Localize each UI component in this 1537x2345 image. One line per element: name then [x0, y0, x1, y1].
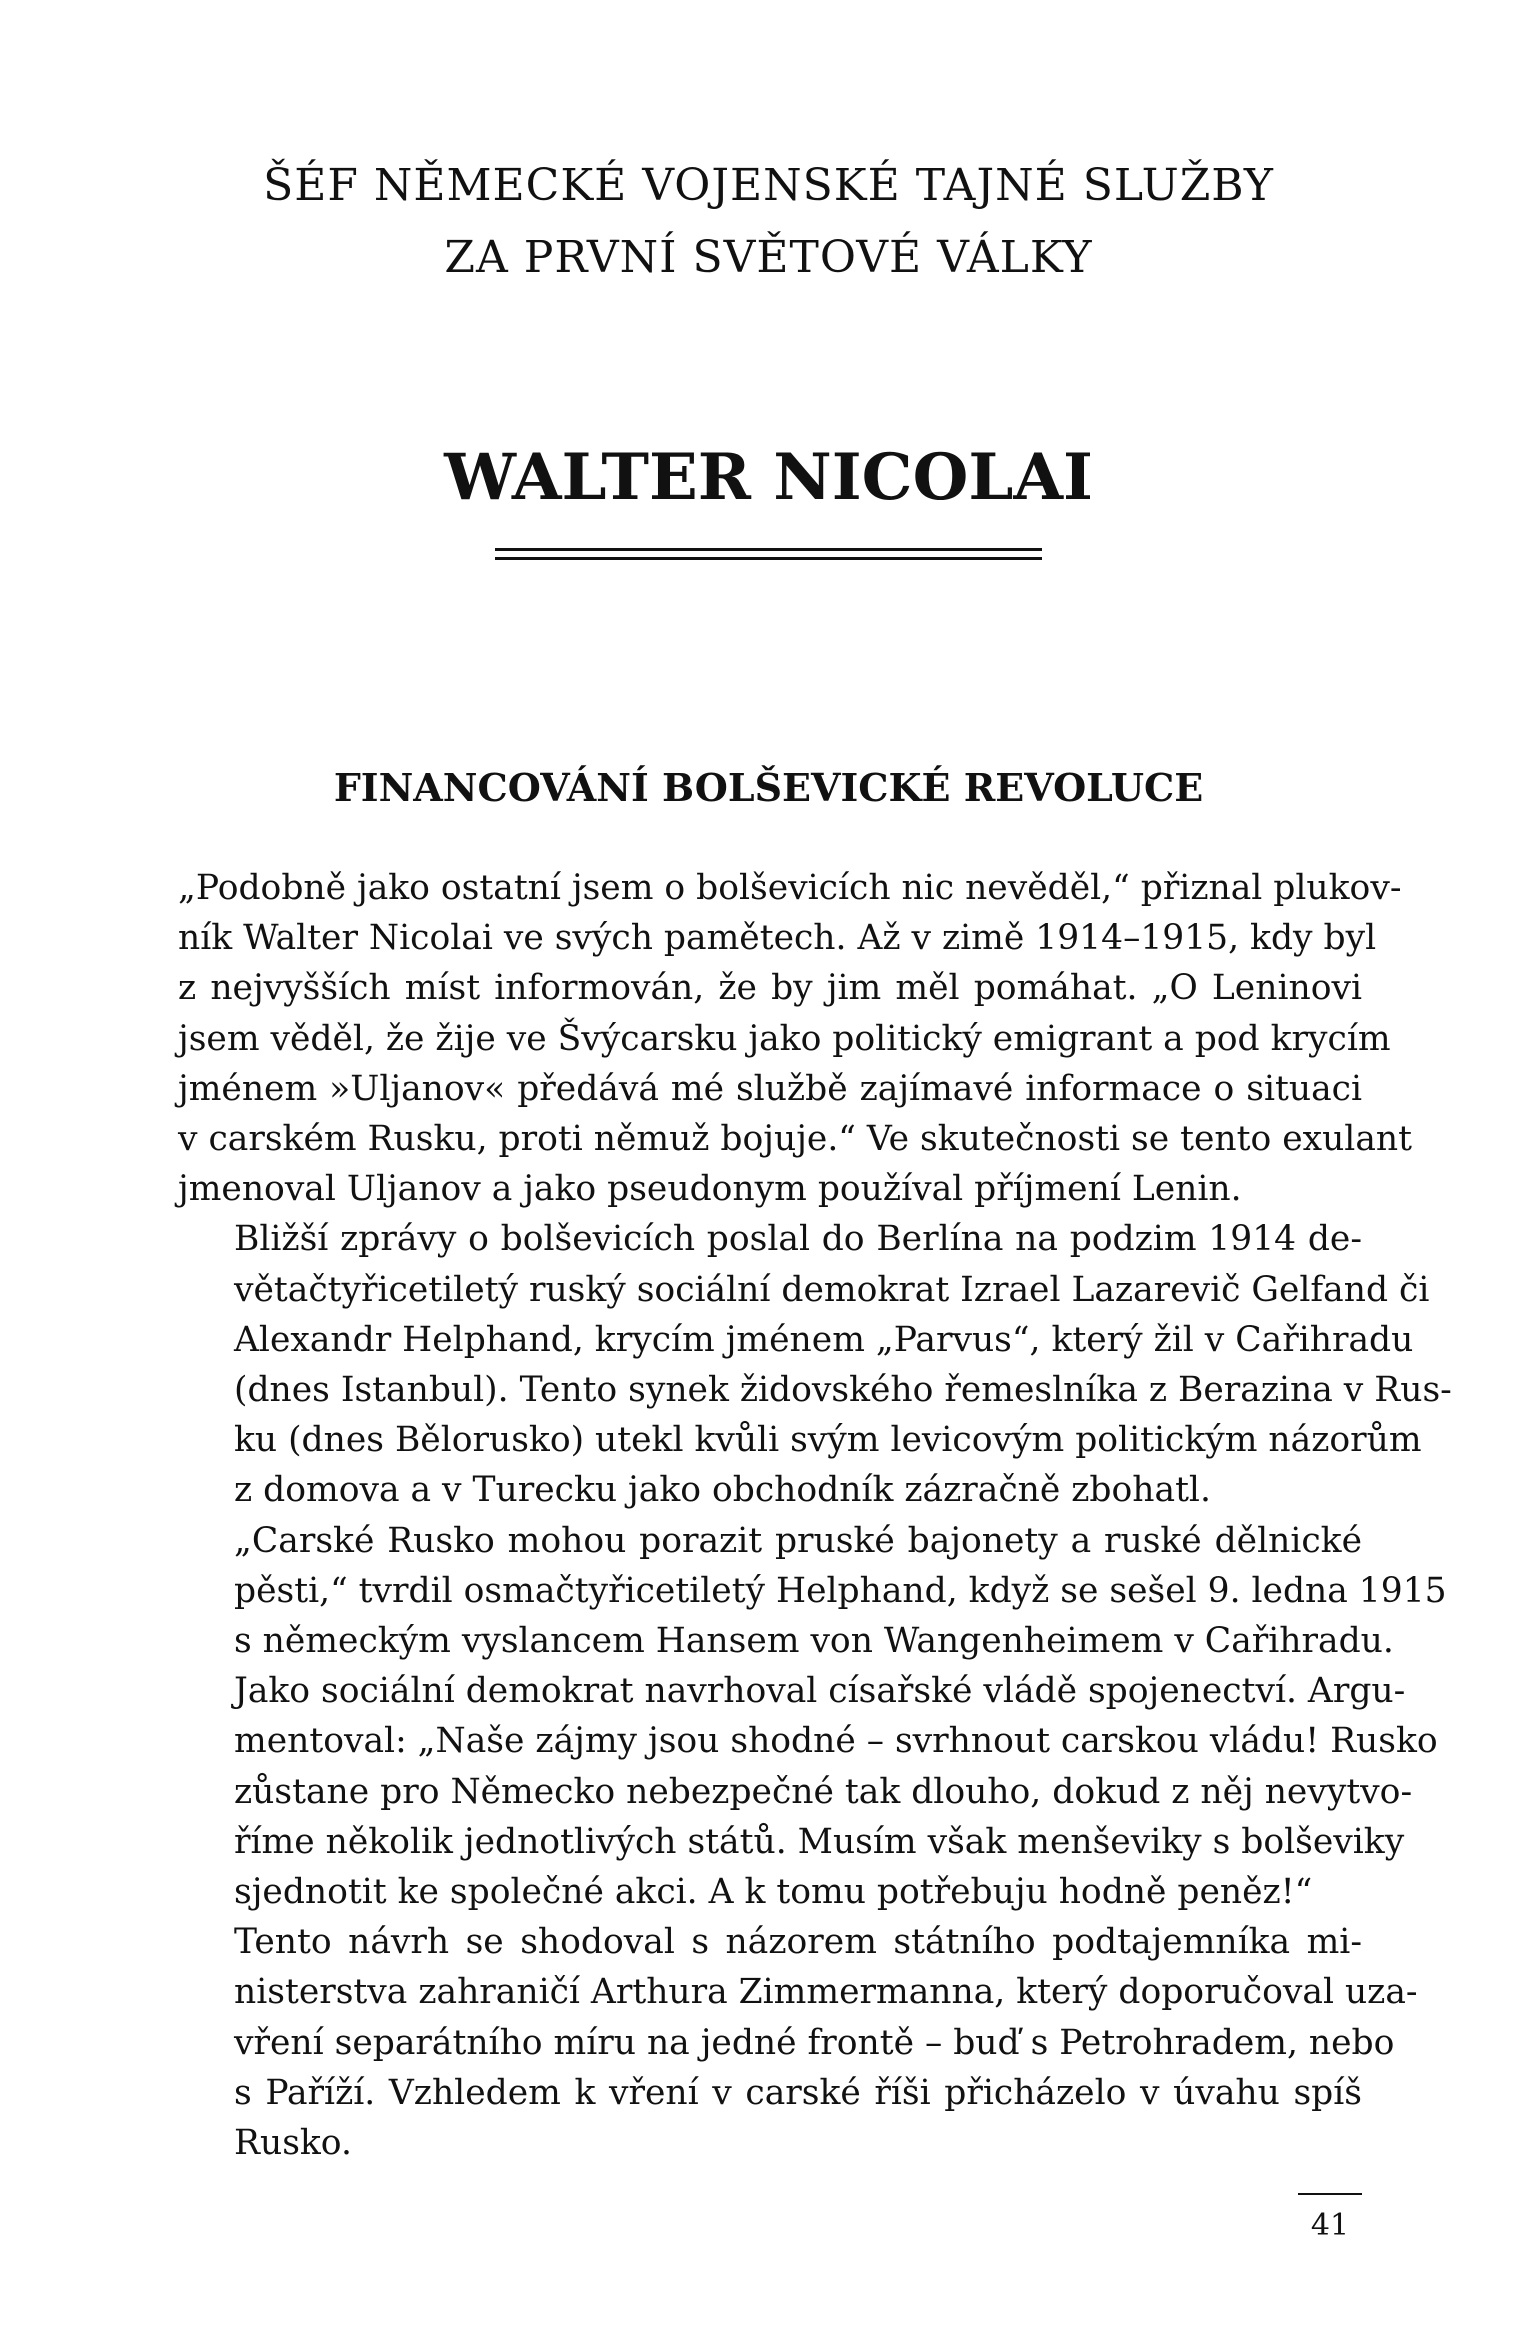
text-line: s Paříží. Vzhledem k vření v carské říši přicházelo v úvahu spíš	[234, 2072, 1362, 2113]
paragraph-1	[178, 863, 1412, 1214]
page-number-rule	[1298, 2193, 1362, 2195]
paragraph-4	[178, 1917, 1418, 2168]
text-line: jménem »Uljanov« předává mé službě zajímavé informace o situaci	[178, 1068, 1362, 1109]
text-line: z domova a v Turecku jako obchodník zázračně zbohatl.	[234, 1470, 1211, 1511]
text-line: v carském Rusku, proti němuž bojuje.“ Ve skutečnosti se tento exulant	[178, 1119, 1412, 1160]
text-line: větačtyřicetiletý ruský sociální demokrat Izrael Lazarevič Gelfand či	[234, 1269, 1430, 1310]
text-line: ku (dnes Bělorusko) utekl kvůli svým levicovým politickým názorům	[234, 1420, 1422, 1461]
text-line: ník Walter Nicolai ve svých pamětech. Až v zimě 1914–1915, kdy byl	[178, 918, 1377, 959]
text-line: „Carské Rusko mohou porazit pruské bajonety a ruské dělnické	[234, 1520, 1362, 1561]
title-double-rule-top	[495, 548, 1042, 554]
text-line: „Podobně jako ostatní jsem o bolševicích nic nevěděl,“ přiznal plukov-	[178, 868, 1402, 908]
text-line: z nejvyšších míst informován, že by jim měl pomáhat. „O Leninovi	[178, 968, 1362, 1009]
text-line: Alexandr Helphand, krycím jménem „Parvus“, který žil v Cařihradu	[234, 1319, 1414, 1360]
body-text	[178, 863, 1452, 2168]
supertitle-line-1: ŠÉF NĚMECKÉ VOJENSKÉ TAJNÉ SLUŽBY	[263, 160, 1274, 211]
supertitle-line-2: ZA PRVNÍ SVĚTOVÉ VÁLKY	[444, 232, 1093, 283]
text-line: Rusko.	[234, 2123, 352, 2164]
text-line: sjednotit ke společné akci. A k tomu potřebuju hodně peněz!“	[234, 1872, 1313, 1913]
text-line: nisterstva zahraničí Arthura Zimmermanna, který doporučoval uza-	[234, 1972, 1418, 2013]
text-line: jmenoval Uljanov a jako pseudonym používal příjmení Lenin.	[178, 1169, 1242, 1210]
text-line: pěsti,“ tvrdil osmačtyřicetiletý Helphand, když se sešel 9. ledna 1915	[234, 1570, 1447, 1611]
text-line: Jako sociální demokrat navrhoval císařské vládě spojenectví. Argu-	[234, 1671, 1406, 1712]
section-heading: FINANCOVÁNÍ BOLŠEVICKÉ REVOLUCE	[333, 765, 1204, 810]
text-line: vření separátního míru na jedné frontě – buď s Petrohradem, nebo	[234, 2022, 1395, 2063]
chapter-supertitle	[0, 150, 1537, 294]
text-line: mentoval: „Naše zájmy jsou shodné – svrhnout carskou vládu! Rusko	[234, 1721, 1438, 1762]
title-double-rule-bottom	[495, 557, 1042, 563]
text-line: Bližší zprávy o bolševicích poslal do Berlína na podzim 1914 de-	[234, 1219, 1362, 1260]
text-line: říme několik jednotlivých států. Musím však menševiky s bolševiky	[234, 1821, 1405, 1862]
text-line: jsem věděl, že žije ve Švýcarsku jako politický emigrant a pod krycím	[178, 1018, 1391, 1059]
page-number: 41	[1310, 2208, 1350, 2243]
text-line: Tento návrh se shodoval s názorem státního podtajemníka mi-	[234, 1922, 1362, 1963]
paragraph-2	[178, 1214, 1452, 1515]
text-line: zůstane pro Německo nebezpečné tak dlouho, dokud z něj nevytvo-	[234, 1771, 1413, 1812]
text-line: s německým vyslancem Hansem von Wangenheimem v Cařihradu.	[234, 1621, 1394, 1662]
paragraph-3	[178, 1516, 1447, 1918]
text-line: (dnes Istanbul). Tento synek židovského řemeslníka z Berazina v Rus-	[234, 1370, 1452, 1411]
chapter-title: WALTER NICOLAI	[444, 440, 1093, 515]
